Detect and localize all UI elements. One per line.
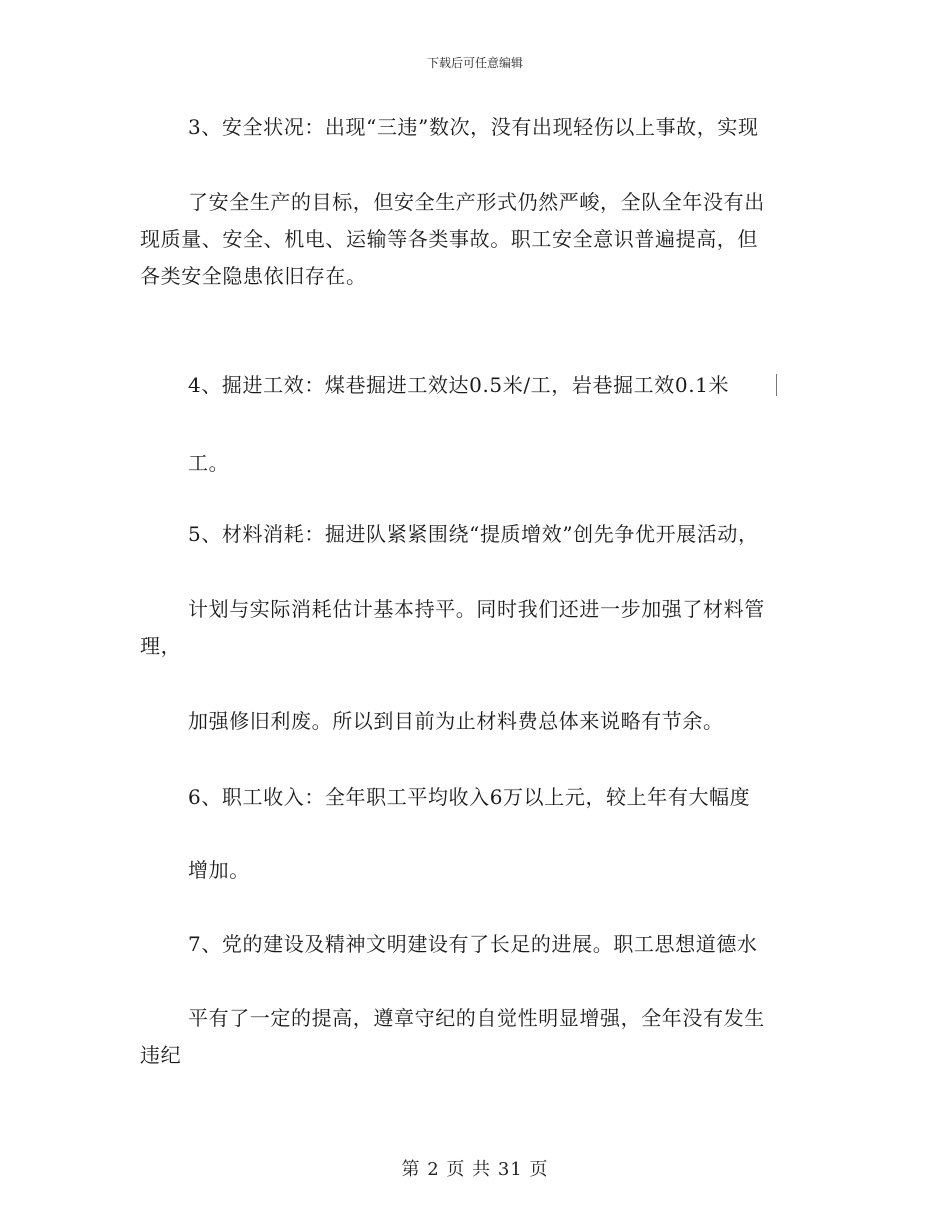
paragraph-7-line-1: 7、党的建设及精神文明建设有了长足的进展。职工思想道德水 <box>188 932 758 956</box>
paragraph-3-line-1: 3、安全状况：出现“三违”数次，没有出现轻伤以上事故，实现 <box>188 115 759 139</box>
page-header-note: 下载后可任意编辑 <box>426 56 523 70</box>
paragraph-3-line-3: 现质量、安全、机电、运输等各类事故。职工安全意识普遍提高，但 <box>140 227 758 251</box>
paragraph-5-line-3: 理， <box>140 634 182 658</box>
paragraph-6-line-2: 增加。 <box>188 858 250 882</box>
paragraph-3-line-2: 了安全生产的目标，但安全生产形式仍然严峻，全队全年没有出 <box>188 190 765 214</box>
paragraph-7-line-3: 违纪 <box>140 1043 182 1067</box>
paragraph-3-line-4: 各类安全隐患依旧存在。 <box>140 264 367 288</box>
paragraph-5-line-1: 5、材料消耗：掘进队紧紧围绕“提质增效”创先争优开展活动， <box>188 522 759 546</box>
paragraph-4-line-1: 4、掘进工效：煤巷掘进工效达0.5米/工，岩巷掘工效0.1米 <box>188 373 730 397</box>
paragraph-5-line-4: 加强修旧利废。所以到目前为止材料费总体来说略有节余。 <box>188 709 724 733</box>
page-number-footer: 第 2 页 共 31 页 <box>401 1159 549 1180</box>
paragraph-6-line-1: 6、职工收入：全年职工平均收入6万以上元，较上年有大幅度 <box>188 785 751 809</box>
paragraph-4-line-2: 工。 <box>188 451 230 475</box>
paragraph-5-line-2: 计划与实际消耗估计基本持平。同时我们还进一步加强了材料管 <box>188 597 765 621</box>
text-cursor-mark <box>776 374 777 396</box>
paragraph-7-line-2: 平有了一定的提高，遵章守纪的自觉性明显增强，全年没有发生 <box>188 1006 765 1030</box>
